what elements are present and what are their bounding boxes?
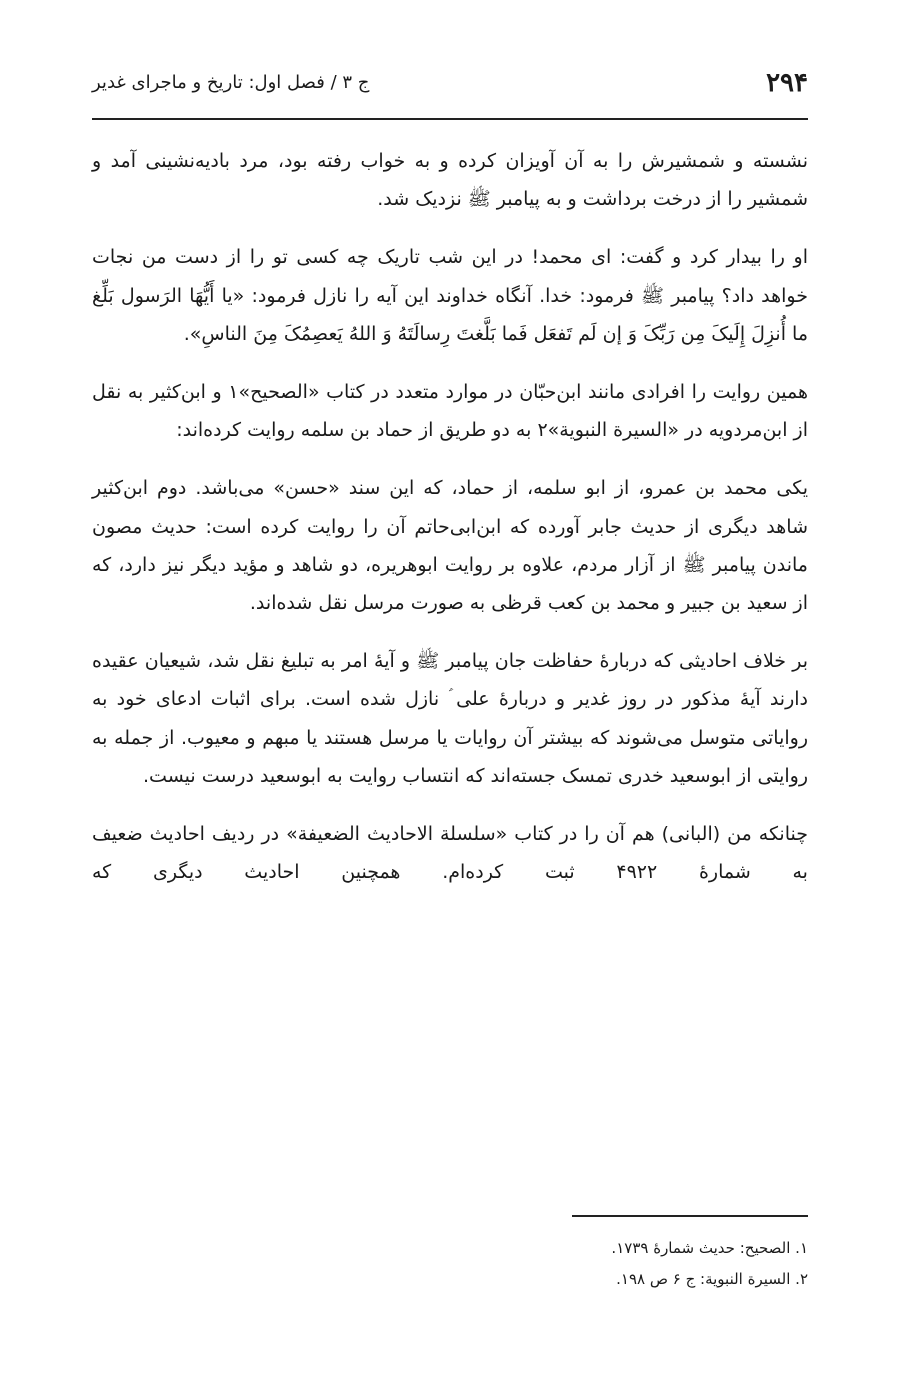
footnote-2: ۲. السیرة النبویة: ج ۶ ص ۱۹۸.	[616, 1270, 808, 1288]
paragraph-5: بر خلاف احادیثی که دربارهٔ حفاظت جان پیامبر ﷺ و آیهٔ امر به تبلیغ نقل شد، شیعیان عقیده دارند آیهٔ مذکور در روز غدیر و دربارهٔ علی ؑ نازل شده است. برای اثبات ادعای خود به روایاتی متوسل می‌شوند که بیشتر آن روایات یا مرسل هستند یا مبهم و معیوب. از جمله به روایتی از ابوسعید خدری تمسک جسته‌اند که انتساب روایت به ابوسعید درست نیست.	[92, 650, 808, 787]
page-number: ۲۹۴	[766, 68, 808, 98]
book-page	[92, 0, 808, 1390]
footnote-1: ۱. الصحیح: حدیث شمارهٔ ۱۷۳۹.	[611, 1239, 808, 1257]
page-header	[92, 62, 808, 120]
running-title: ج ۳ / فصل اول: تاریخ و ماجرای غدیر	[92, 72, 370, 93]
paragraph-2: او را بیدار کرد و گفت: ای محمد! در این شب تاریک چه کسی تو را از دست من نجات خواهد داد؟ پیامبر ﷺ فرمود: خدا. آنگاه خداوند این آیه را نازل فرمود: «یا أَیُّهَا الرَسول بَلِّغ ما أُنزِلَ إِلَیکَ مِن رَبِّکَ وَ إن لَم تَفعَل فَما بَلَّغتَ رِسالَتَهُ وَ اللهُ یَعصِمُکَ مِنَ الناسِ».	[92, 246, 808, 345]
paragraph-1: نشسته و شمشیرش را به آن آویزان کرده و به خواب رفته بود، مرد بادیه‌نشینی آمد و شمشیر را از درخت برداشت و به پیامبر ﷺ نزدیک شد.	[92, 150, 808, 211]
paragraph-6: چنانکه من (البانی) هم آن را در کتاب «سلسلة الاحادیث الضعیفة» در ردیف احادیث ضعیف به شمارهٔ ۴۹۲۲ ثبت کرده‌ام. همچنین احادیث دیگری که	[92, 823, 808, 884]
footnotes	[92, 1215, 808, 1295]
paragraph-3: همین روایت را افرادی مانند ابن‌حبّان در موارد متعدد در کتاب «الصحیح»۱ و ابن‌کثیر به نقل از ابن‌مردویه در «السیرة النبویة»۲ به دو طریق از حماد بن سلمه روایت کرده‌اند:	[92, 381, 808, 442]
paragraph-4: یکی محمد بن عمرو، از ابو سلمه، از حماد، که این سند «حسن» می‌باشد. دوم ابن‌کثیر شاهد دیگری از حدیث جابر آورده که ابن‌ابی‌حاتم آن را روایت کرده است: حدیث مصون ماندن پیامبر ﷺ از آزار مردم، علاوه بر روایت ابوهریره، دو شاهد و مؤید دیگر نیز دارد، که از سعید بن جبیر و محمد بن کعب قرظی به صورت مرسل نقل شده‌اند.	[92, 477, 808, 615]
footnote-divider	[572, 1215, 808, 1217]
body-text	[92, 142, 808, 911]
